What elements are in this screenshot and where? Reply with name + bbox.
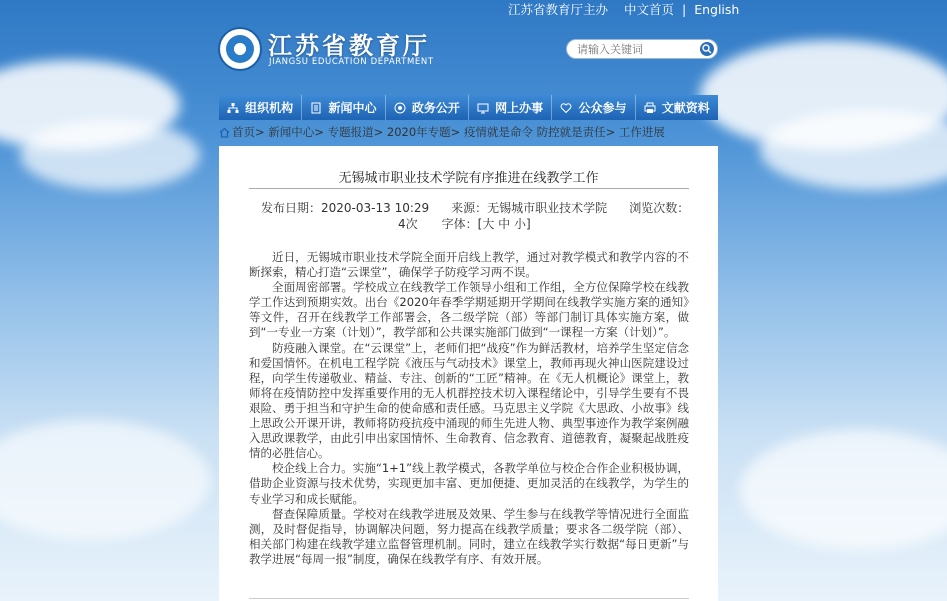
nav-item-documents[interactable] [636, 95, 718, 120]
site-subtitle: JIANGSU EDUCATION DEPARTMENT [269, 57, 434, 67]
cloud-decoration [0, 420, 210, 540]
eye-icon [394, 102, 406, 114]
nav-label: 网上办事 [495, 101, 544, 115]
top-links [508, 0, 739, 18]
views-label: 浏览次数： [629, 201, 690, 215]
search-icon[interactable] [700, 42, 714, 56]
font-size-large[interactable]: [大 [477, 217, 495, 231]
breadcrumb-separator: > [373, 125, 384, 139]
nav-item-news[interactable] [302, 95, 385, 120]
article-paragraph: 近日，无锡城市职业技术学院全面开启线上教学，通过对教学模式和教学内容的不断探索，精心打造“云课堂”，确保学子防疫学习两不误。 [249, 250, 689, 280]
breadcrumb [219, 124, 665, 140]
publish-date: 2020-03-13 10:29 [321, 201, 430, 215]
nav-item-online-services[interactable] [469, 95, 552, 120]
org-chart-icon [227, 102, 239, 114]
nav-label: 文献资料 [661, 101, 710, 115]
article-source: 无锡城市职业技术学院 [487, 201, 608, 215]
english-link[interactable]: English [694, 2, 740, 17]
document-icon [310, 102, 322, 114]
breadcrumb-epidemic-topic[interactable]: 疫情就是命令 防控就是责任 [463, 125, 606, 139]
main-nav [219, 95, 718, 120]
breadcrumb-separator: > [450, 125, 461, 139]
nav-label: 公众参与 [578, 101, 627, 115]
search-box [566, 39, 718, 59]
link-separator: | [681, 2, 687, 17]
nav-label: 新闻中心 [328, 101, 377, 115]
breadcrumb-separator: > [314, 125, 324, 139]
cloud-decoration [740, 430, 947, 550]
article-paragraph: 全面周密部署。学校成立在线教学工作领导小组和工作组，全方位保障学校在线教学工作达到预期实效。出台《2020年春季学期延期开学期间在线教学实施方案的通知》等文件，召开在线教学工作部署会，各二级学院（部）等部门制订具体实施方案，做到“一专业一方案（计划）”，教学部和公共课实施部门做到“一课程一方案（计划）”。 [249, 280, 689, 340]
sponsor-text: 江苏省教育厅主办 [508, 2, 609, 17]
cloud-decoration [760, 110, 947, 190]
article-paragraph: 校企线上合力。实施“1+1”线上教学模式，各教学单位与校企合作企业积极协调，借助企业资源与技术优势，实现更加丰富、更加便捷、更加灵活的在线教学，为学生的专业学习和成长赋能。 [249, 461, 689, 506]
article-meta-line2 [398, 215, 531, 232]
breadcrumb-2020-topics[interactable]: 2020年专题 [386, 125, 451, 139]
breadcrumb-home[interactable]: 首页 [232, 125, 255, 139]
nav-label: 政务公开 [411, 101, 460, 115]
home-cn-link[interactable]: 中文首页 [623, 2, 674, 17]
breadcrumb-special-reports[interactable]: 专题报道 [327, 125, 374, 139]
title-divider [249, 188, 689, 189]
article-meta [261, 199, 689, 216]
view-count: 4次 [398, 217, 418, 231]
nav-item-organization[interactable] [219, 95, 302, 120]
heart-icon [560, 102, 572, 114]
article-title: 无锡城市职业技术学院有序推进在线教学工作 [338, 171, 599, 186]
search-input[interactable] [577, 42, 687, 56]
font-size-small[interactable]: 小] [514, 217, 531, 231]
breadcrumb-news-center[interactable]: 新闻中心 [268, 125, 315, 139]
cloud-decoration [20, 120, 200, 190]
breadcrumb-separator: > [605, 125, 616, 139]
site-title[interactable]: 江苏省教育厅 [268, 32, 430, 60]
article-panel [219, 146, 718, 601]
article-body [249, 250, 689, 567]
font-size-label: 字体： [441, 217, 478, 231]
date-label: 发布日期： [261, 201, 322, 215]
nav-item-government-affairs[interactable] [386, 95, 469, 120]
logo-emblem-icon [226, 35, 254, 63]
nav-label: 组织机构 [245, 101, 294, 115]
printer-icon [644, 102, 656, 114]
article-paragraph: 督查保障质量。学校对在线教学进展及效果、学生参与在线教学等情况进行全面监测，及时督促指导，协调解决问题，努力提高在线教学质量；要求各二级学院（部）、相关部门构建在线教学建立监督管理机制。同时，建立在线教学实行数据“每日更新”与教学进展“每周一报”制度，确保在线教学有序、有效开展。 [249, 506, 689, 566]
home-icon [219, 127, 230, 138]
site-logo[interactable] [218, 27, 262, 71]
content-divider [249, 598, 689, 599]
article-paragraph: 防疫融入课堂。在“云课堂”上，老师们把“战疫”作为鲜活教材，培养学生坚定信念和爱国情怀。在机电工程学院《液压与气动技术》课堂上，教师再现火神山医院建设过程，向学生传递敬业、精益、专注、创新的“工匠”精神。在《无人机概论》课堂上，教师将在疫情防控中发挥重要作用的无人机群控技术切入课程绪论中，引导学生要有不畏艰险、勇于担当和守护生命的使命感和责任感。马克思主义学院《大思政、小故事》线上思政公开课开讲，教师将防疫抗疫中涌现的师生先进人物、典型事迹作为教学案例融入思政课教学，由此引申出家国情怀、生命教育、信念教育、道德教育，凝聚起战胜疫情的必胜信心。 [249, 340, 689, 461]
breadcrumb-separator: > [255, 125, 265, 139]
font-size-medium[interactable]: 中 [498, 217, 511, 231]
monitor-icon [477, 102, 489, 114]
nav-item-public-participation[interactable] [552, 95, 635, 120]
source-label: 来源： [451, 201, 488, 215]
breadcrumb-work-progress[interactable]: 工作进展 [618, 125, 665, 139]
